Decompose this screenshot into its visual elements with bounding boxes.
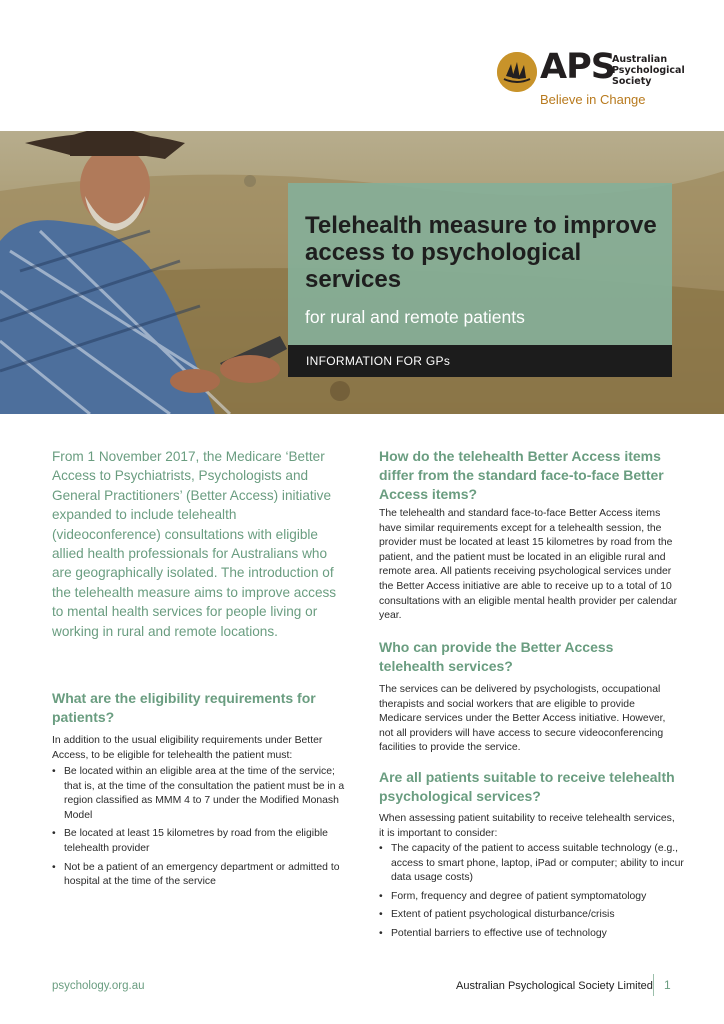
footer-divider (653, 974, 654, 996)
intro-paragraph: From 1 November 2017, the Medicare ‘Better Access to Psychiatrists, Psychologists and General Practitioners’ (Better Access) initiative expanded to include telehealth (videoconference) consultations with eligible allied health professionals for Australians who are geographically isolated. The introduction of the telehealth measure aims to improve access to mental health services for people living or working in rural and remote locations. (52, 449, 337, 639)
suitability-intro: When assessing patient suitability to receive telehealth services, it is important to consider: (379, 813, 675, 839)
logo-society-name: Australian Psychological Society (612, 54, 685, 87)
logo-tagline: Believe in Change (540, 92, 646, 107)
eligibility-heading: What are the eligibility requirements for patients? (52, 690, 316, 725)
footer-website-link[interactable]: psychology.org.au (52, 980, 145, 992)
suitability-heading: Are all patients suitable to receive telehealth psychological services? (379, 769, 675, 804)
hero-banner (0, 131, 724, 414)
suitability-list (379, 842, 684, 946)
document-subtitle: for rural and remote patients (305, 307, 525, 327)
list-item: • Form, frequency and degree of patient symptomatology (379, 890, 684, 905)
list-item: • Be located at least 15 kilometres by road from the eligible telehealth provider (52, 827, 352, 856)
title-card (288, 183, 672, 345)
aps-logo (497, 47, 687, 111)
footer-organisation: Australian Psychological Society Limited (456, 980, 653, 992)
list-item: • The capacity of the patient to access suitable technology (e.g., access to smart phone, laptop, iPad or computer; ability to incur data usage costs) (379, 842, 684, 886)
providers-paragraph: The services can be delivered by psychologists, occupational therapists and social workers that are eligible to provide Medicare services under the Better Access initiative. However, not all providers will have access to secure videoconferencing facilities to provide the service. (379, 684, 666, 754)
differences-paragraph: The telehealth and standard face-to-face Better Access items have similar requirements except for a telehealth session, the provider must be located at least 15 kilometres by road from the patient, and the patient must be located in an eligible rural and remote area. All patients receiving psychological services under the Better Access initiative are able to receive up to a total of 10 consultations with an eligible mental health provider per calendar year. (379, 508, 678, 622)
eligibility-list (52, 765, 352, 894)
list-item: • Potential barriers to effective use of technology (379, 927, 684, 942)
eligibility-intro: In addition to the usual eligibility requirements under Better Access, to be eligible for telehealth the patient must: (52, 735, 323, 761)
audience-banner (288, 345, 672, 377)
providers-heading: Who can provide the Better Access telehealth services? (379, 639, 614, 674)
differences-heading: How do the telehealth Better Access items differ from the standard face-to-face Better Access items? (379, 448, 664, 502)
logo-acronym: APS (540, 47, 615, 87)
aps-emblem-icon (497, 52, 537, 92)
audience-label: INFORMATION FOR GPs (306, 354, 451, 368)
page-number: 1 (664, 978, 671, 992)
document-title: Telehealth measure to improve access to psychological services (305, 212, 657, 293)
list-item: • Not be a patient of an emergency department or admitted to hospital at the time of the service (52, 861, 352, 890)
list-item: • Be located within an eligible area at the time of the service; that is, at the time of the consultation the patient must be in a region classified as MMM 4 to 7 under the Modified Monash Model (52, 765, 352, 823)
list-item: • Extent of patient psychological disturbance/crisis (379, 908, 684, 923)
